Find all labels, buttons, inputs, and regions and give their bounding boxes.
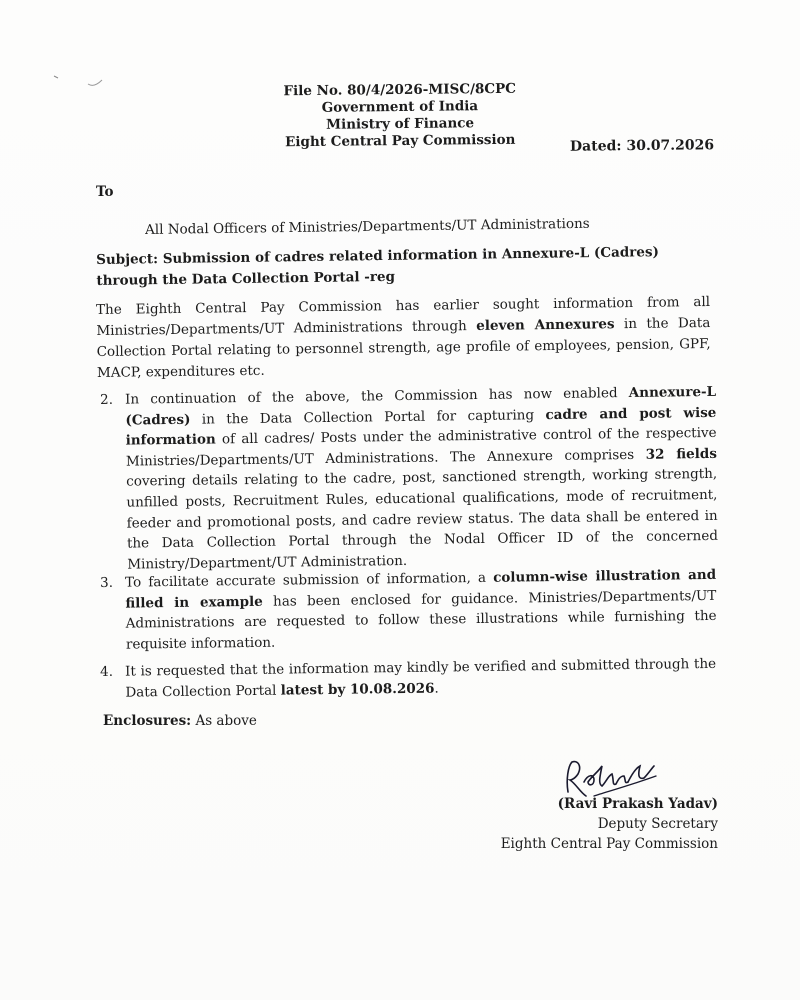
enclosures-label: Enclosures: xyxy=(103,713,192,729)
para2-bold: cadre and post wise information xyxy=(125,404,717,449)
file-number: File No. 80/4/2026-MISC/8CPC xyxy=(283,80,517,100)
para1-text-end: in the Data Collection Portal relating to personnel strength, age profile of employees, pension, GPF, MACP, expenditures etc. xyxy=(96,314,711,381)
signatory-block xyxy=(480,794,718,854)
para2-text: of all cadres/ Posts under the administrative control of the respective Ministries/Departments/UT Administrations. The Annexure comprises xyxy=(125,425,717,470)
date-line: Dated: 30.07.2026 xyxy=(569,137,715,155)
para3-text: has been enclosed for guidance. Ministries/Departments/UT Administrations are requested to follow these illustrations while furnishing the requisite information. xyxy=(125,587,717,653)
to-label: To xyxy=(96,184,114,200)
subject-line xyxy=(96,241,717,292)
paragraph-number: 3. xyxy=(100,574,114,591)
enclosures-value: As above xyxy=(191,713,257,729)
para3-text: To facilitate accurate submission of information, a xyxy=(125,569,494,591)
para2-bold: Annexure-L (Cadres) xyxy=(125,383,717,429)
paragraph-4 xyxy=(96,654,716,703)
para4-text: It is requested that the information may kindly be verified and submitted through the Data Collection Portal xyxy=(125,655,717,701)
para4-text: . xyxy=(434,680,439,697)
para2-text: covering details relating to the cadre, post, sanctioned strength, working strength, unfilled posts, Recruitment Rules, educational qualifications, mode of recruitment, feeder and promotional posts, and cadre review status. The data shall be entered in the Data Collection Portal through the Nodal Officer ID of the concerned Ministry/Department/UT Administration. xyxy=(126,466,719,573)
paragraph-3 xyxy=(96,565,717,655)
signatory-office: Eighth Central Pay Commission xyxy=(500,836,718,852)
ministry-name: Ministry of Finance xyxy=(326,115,475,133)
signatory-designation: Deputy Secretary xyxy=(597,816,718,832)
paragraph-2 xyxy=(96,382,718,575)
paragraph-number: 2. xyxy=(100,391,114,408)
paragraph-1 xyxy=(96,292,711,384)
enclosures-line xyxy=(103,713,257,729)
government-name: Government of India xyxy=(321,98,479,116)
addressee: All Nodal Officers of Ministries/Departments/UT Administrations xyxy=(145,215,590,238)
commission-name: Eight Central Pay Commission xyxy=(284,131,516,151)
para4-bold: latest by 10.08.2026 xyxy=(280,680,435,699)
para1-text: The Eighth Central Pay Commission has earlier sought information from all Ministries/Departments/UT Administrations through xyxy=(96,293,711,339)
subject-label: Subject: xyxy=(96,251,159,268)
letter-header xyxy=(250,80,551,151)
para1-bold: eleven Annexures xyxy=(476,316,615,335)
subject-text: Submission of cadres related information in Annexure-L (Cadres) through the Data Collection Portal -reg xyxy=(96,244,660,289)
para3-bold: column-wise illustration and filled in example xyxy=(125,566,717,612)
para2-text: In continuation of the above, the Commission has now enabled xyxy=(125,385,629,408)
para2-text: in the Data Collection Portal for capturing xyxy=(190,406,546,428)
para2-bold: 32 fields xyxy=(645,445,717,463)
paragraph-number: 4. xyxy=(100,663,114,680)
signatory-name: (Ravi Prakash Yadav) xyxy=(557,796,718,812)
pen-mark xyxy=(52,70,107,90)
